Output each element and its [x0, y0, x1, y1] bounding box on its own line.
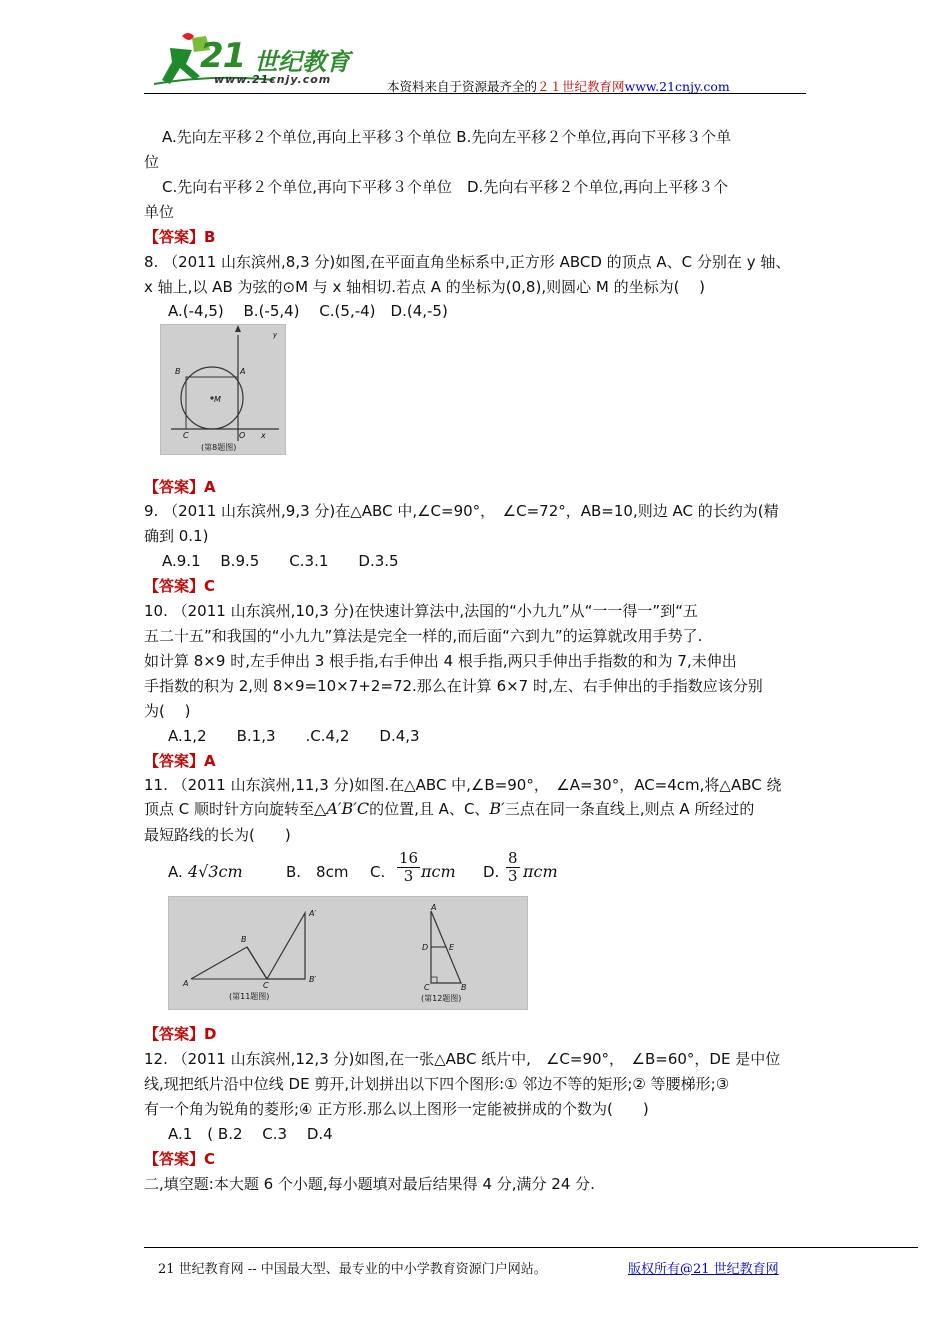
q10-question-line5: 为( ) — [144, 702, 191, 720]
q8-figure-drawing — [161, 325, 285, 454]
q11-figure-caption: (第11题图) — [229, 992, 270, 1001]
q11-option-d-label: D. — [483, 863, 500, 881]
q11-option-b: B. 8cm — [286, 863, 349, 881]
q12-question-line3: 有一个角为锐角的菱形;④ 正方形.那么以上图形一定能被拼成的个数为( ) — [144, 1100, 649, 1118]
q9-options: A.9.1 B.9.5 C.3.1 D.3.5 — [162, 552, 399, 570]
q11-q12-figure-drawing — [169, 897, 527, 1009]
footer-site-description: 21 世纪教育网 -- 中国最大型、最专业的中小学教育资源门户网站。 — [158, 1262, 547, 1277]
q12-options: A.1 ( B.2 C.3 D.4 — [168, 1125, 333, 1143]
q11-question-line3: 最短路线的长为( ) — [144, 826, 291, 844]
q12-question-line1: 12. （2011 山东滨州,12,3 分)如图,在一张△ABC 纸片中, ∠C=90°， ∠B=60°，DE 是中位 — [144, 1050, 781, 1068]
q11-option-d-fraction: $\frac{8}{3}$ — [508, 849, 518, 885]
q9-question-line2: 确到 0.1) — [144, 527, 209, 545]
q10-answer: 【答案】A — [144, 752, 216, 770]
q9-question-line1: 9. （2011 山东滨州,9,3 分)在△ABC 中,∠C=90°， ∠C=72°，AB=10,则边 AC 的长约为(精 — [144, 502, 779, 520]
q8-question-line1: 8. （2011 山东滨州,8,3 分)如图,在平面直角坐标系中,正方形 ABCD 的顶点 A、C 分别在 y 轴、 — [144, 253, 791, 271]
footer-divider — [144, 1247, 918, 1248]
q11-rotated-triangle: △A′B′C — [314, 799, 370, 818]
q10-question-line4: 手指数的积为 2,则 8×9=10×7+2=72.那么在计算 6×7 时,左、右手伸出的手指数应该分别 — [144, 677, 763, 695]
q10-question-line1: 10. （2011 山东滨州,10,3 分)在快速计算法中,法国的“小九九”从“一一得一”到“五 — [144, 602, 698, 620]
q7-options-line2: 位 — [144, 153, 160, 171]
q8-figure-caption: (第8题图) — [201, 443, 237, 452]
q11-option-d-tail: πcm — [523, 862, 558, 881]
q7-options-line3: C.先向右平移２个单位,再向下平移３个单位 D.先向右平移２个单位,再向上平移３个 — [162, 178, 729, 196]
q11-option-c-tail: πcm — [421, 862, 456, 881]
q8-options: A.(-4,5) B.(-5,4) C.(5,-4) D.(4,-5) — [168, 302, 448, 320]
q8-answer: 【答案】A — [144, 478, 216, 496]
q12-question-line2: 线,现把纸片沿中位线 DE 剪开,计划拼出以下四个图形:① 邻边不等的矩形;② 等腰梯形;③ — [144, 1075, 730, 1093]
logo-number: 21 — [200, 36, 246, 76]
q8-figure: y A B M C O x (第8题图) — [160, 324, 286, 455]
header-notice: 本资料来自于资源最齐全的２１世纪教育网www.21cnjy.com — [387, 79, 730, 94]
q11-option-c-fraction: $\frac{16}{3}$ — [399, 849, 419, 885]
q7-answer: 【答案】B — [144, 228, 216, 246]
header-url-link[interactable]: www.21cnjy.com — [624, 79, 730, 94]
q11-q12-figure: A B C A′ B′ (第11题图) A D E C B (第12题图) — [168, 896, 528, 1010]
q9-answer: 【答案】C — [144, 577, 216, 595]
header-site-link[interactable]: ２１世纪教育网 — [537, 79, 625, 94]
q11-option-c-label: C. — [370, 863, 386, 881]
q10-question-line2: 五二十五”和我国的“小九九”算法是完全一样的,而后面“六到九”的运算就改用手势了. — [144, 627, 703, 645]
logo-text: 世纪教育 — [254, 48, 350, 76]
q11-point-b-prime: B′ — [489, 799, 505, 818]
q10-question-line3: 如计算 8×9 时,左手伸出 3 根手指,右手伸出 4 根手指,两只手伸出手指数的和为 7,未伸出 — [144, 652, 737, 670]
header-divider — [144, 93, 806, 94]
q11-option-a-label: A. — [168, 863, 183, 881]
q12-answer: 【答案】C — [144, 1150, 216, 1168]
section-fill-in-title: 二,填空题:本大题 6 个小题,每小题填对最后结果得 4 分,满分 24 分. — [144, 1175, 595, 1193]
q11-answer: 【答案】D — [144, 1025, 217, 1043]
q10-options: A.1,2 B.1,3 .C.4,2 D.4,3 — [168, 727, 420, 745]
q11-option-a: 4√3cm — [188, 862, 243, 881]
q7-options-line4: 单位 — [144, 203, 175, 221]
footer-copyright-link[interactable]: 版权所有@21 世纪教育网 — [628, 1262, 779, 1277]
q8-question-line2: x 轴上,以 AB 为弦的⊙M 与 x 轴相切.若点 A 的坐标为(0,8),则圆心 M 的坐标为( ) — [144, 278, 706, 296]
logo-url: www.21cnjy.com — [214, 73, 332, 86]
q12-figure-caption: (第12题图) — [421, 994, 462, 1003]
q7-options-line1: A.先向左平移２个单位,再向上平移３个单位 B.先向左平移２个单位,再向下平移３个单 — [162, 128, 732, 146]
q11-question-line2: 顶点 C 顺时针方向旋转至△A′B′C的位置,且 A、C、B′三点在同一条直线上,则点 A 所经过的 — [144, 799, 755, 818]
q11-question-line1: 11. （2011 山东滨州,11,3 分)如图.在△ABC 中,∠B=90°， ∠A=30°，AC=4cm,将△ABC 绕 — [144, 776, 782, 794]
